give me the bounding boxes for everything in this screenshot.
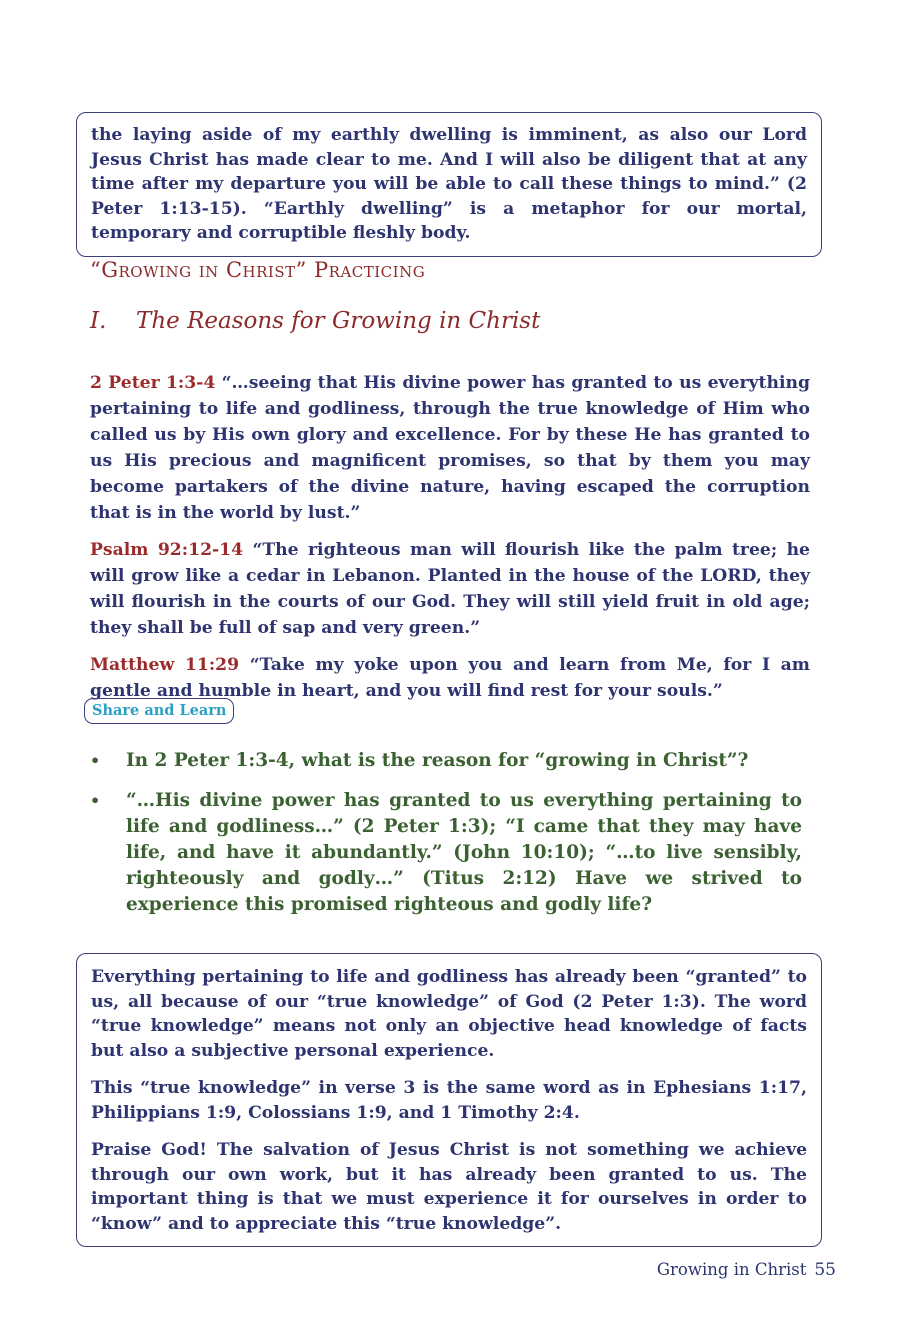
footer-book-title: Growing in Christ bbox=[656, 1260, 807, 1279]
note-paragraph: This “true knowledge” in verse 3 is the same word as in Ephesians 1:17, Philippians 1:9, Colossians 1:9, and 1 Timothy 2:4. bbox=[91, 1078, 807, 1123]
share-and-learn-badge: Share and Learn bbox=[84, 698, 234, 724]
subsection-title bbox=[90, 308, 540, 334]
subsection-number: I. bbox=[90, 308, 107, 334]
verse-paragraph bbox=[90, 652, 810, 704]
verse-reference: Matthew 11:29 bbox=[90, 655, 240, 675]
verse-paragraph bbox=[90, 370, 810, 526]
note-paragraph: Everything pertaining to life and godliness has already been “granted” to us, all because of our “true knowledge” of God (2 Peter 1:3). The word “true knowledge” means not only an objective head knowledge of facts but also a subjective personal experience. bbox=[91, 967, 807, 1061]
page-number: 55 bbox=[814, 1260, 836, 1280]
subsection-title-text: The Reasons for Growing in Christ bbox=[136, 308, 541, 334]
discussion-questions bbox=[90, 748, 802, 932]
verse-text: “…seeing that His divine power has granted to us everything pertaining to life and godliness, through the true knowledge of Him who called us by His own glory and excellence. For by these He has granted to us His precious and magnificent promises, so that by them you may become partakers of the divine nature, having escaped the corruption that is in the world by lust.” bbox=[90, 373, 810, 523]
verse-reference: Psalm 92:12-14 bbox=[90, 540, 244, 560]
verse-text: “The righteous man will flourish like the palm tree; he will grow like a cedar in Lebanon. Planted in the house of the LORD, they will flourish in the courts of our God. They will still yield fruit in old age; they shall be full of sap and very green.” bbox=[90, 540, 810, 638]
note-box-top-text: the laying aside of my earthly dwelling is imminent, as also our Lord Jesus Christ has made clear to me. And I will also be diligent that at any time after my departure you will be able to call these things to mind.” (2 Peter 1:13-15). “Earthly dwelling” is a metaphor for our mortal, temporary and corruptible fleshly body. bbox=[91, 125, 807, 243]
verse-text: “Take my yoke upon you and learn from Me, for I am gentle and humble in heart, and you will find rest for your souls.” bbox=[90, 655, 810, 701]
note-box-top bbox=[76, 112, 822, 257]
verse-paragraph bbox=[90, 537, 810, 641]
scripture-verses bbox=[90, 370, 810, 715]
note-paragraph: Praise God! The salvation of Jesus Christ is not something we achieve through our own work, but it has already been granted to us. The important thing is that we must experience it for ourselves in order to “know” and to appreciate this “true knowledge”. bbox=[91, 1140, 807, 1234]
question-item: • “…His divine power has granted to us everything pertaining to life and godliness…” (2 Peter 1:3); “I came that they may have life, and have it abundantly.” (John 10:10); “…to live sensibly, righteously and godly…” (Titus 2:12) Have we strived to experience this promised righteous and godly life? bbox=[90, 788, 802, 918]
note-box-bottom bbox=[76, 953, 822, 1247]
question-item: • In 2 Peter 1:3-4, what is the reason for “growing in Christ”? bbox=[90, 748, 802, 774]
section-heading: “Growing in Christ” Practicing bbox=[90, 258, 426, 282]
page-footer bbox=[657, 1260, 836, 1280]
verse-reference: 2 Peter 1:3-4 bbox=[90, 373, 216, 393]
